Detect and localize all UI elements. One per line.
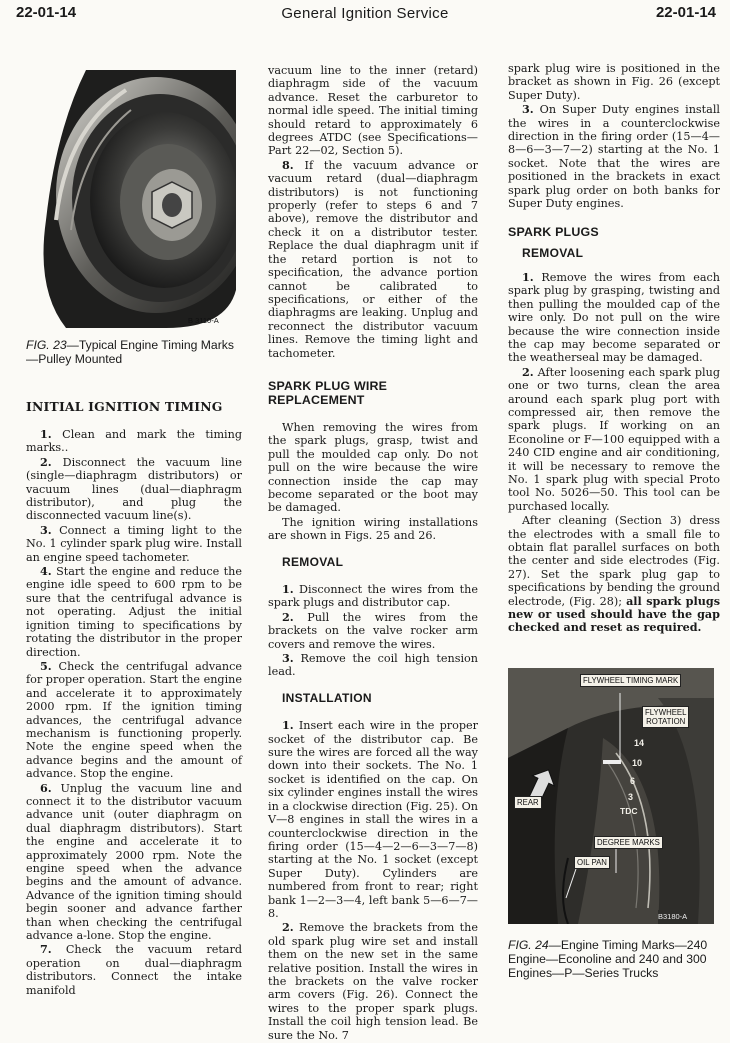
label-rear: REAR: [514, 796, 542, 809]
page-number-left: 22-01-14: [16, 4, 77, 21]
plugs-removal-step-1: 1. Remove the wires from each spark plug by grasping, twisting and then pulling the moulded cap of the wire only. Do not pull on the wire because the wire connection inside the cap may become separated or the weatherseal may be damaged.: [508, 269, 720, 365]
degree-mark-tdc: TDC: [620, 805, 638, 816]
degree-mark-6: 6: [630, 775, 636, 786]
wire-figs-paragraph: The ignition wiring installations are shown in Figs. 25 and 26.: [268, 515, 478, 543]
wire-install-step-2-continued: spark plug wire is positioned in the bracket as shown in Fig. 26 (except Super Duty).: [508, 62, 720, 102]
timing-step-7-continued: vacuum line to the inner (retard) diaphragm side of the vacuum advance. Reset the carburetor to normal idle speed. The initial timing should retard to approximately 6 degrees ATDC (see Specifications—Part 22—02, Section 5).: [268, 64, 478, 158]
pulley-illustration: [26, 70, 236, 328]
plugs-removal-heading: REMOVAL: [522, 246, 584, 261]
page-title: General Ignition Service: [281, 5, 449, 22]
fig24-caption-text: —Engine Timing Marks—240 Engine—Econoline and 240 and 300 Engines—P—Series Trucks: [508, 937, 708, 980]
timing-step-8: 8. If the vacuum advance or vacuum retard (dual—diaphragm distributors) is not functioning properly (refer to steps 6 and 7 above), remove the distributor and check it on a distributor tester. Replace the dual diaphragm unit if the retard portion is not to specification, the advance portion cannot be calibrated to specifications, or either of the diaphragms are leaking. Unplug and reconnect the distributor vacuum lines. Remove the timing light and tachometer.: [268, 157, 478, 360]
timing-step-6: 6. Unplug the vacuum line and connect it to the distributor vacuum advance unit (outer diaphragm on dual diaphragm distributors). Start the engine and accelerate it to approximately 2000 rpm. Note the engine speed when the advance begins and the amount of advance. Advance of the ignition timing should begin sooner and advance farther than when checking the centrifugal advance a-lone. Stop the engine.: [26, 780, 242, 943]
label-flywheel-rotation: FLYWHEEL ROTATION: [642, 706, 689, 728]
label-flywheel-timing-mark: FLYWHEEL TIMING MARK: [580, 674, 681, 687]
wire-intro-paragraph: When removing the wires from the spark plugs, grasp, twist and pull the moulded cap only. Do not pull on the wire because the wire connection inside the cap may become separated or the boot may be damaged.: [268, 420, 478, 515]
column-2: [268, 64, 478, 1043]
plugs-cleaning-paragraph: After cleaning (Section 3) dress the electrodes with a small file to obtain flat parallel surfaces on both the center and side electrodes (Fig. 27). Set the spark plug gap to specifications by bending the ground electrode, (Fig. 28); all spark plugs new or used should have the gap checked and reset as required.: [508, 514, 721, 635]
column-1: [26, 62, 242, 998]
wire-install-step-1: 1. Insert each wire in the proper socket of the distributor cap. Be sure the wires are forced all the way down into their sockets. The No. 1 socket is identified on the cap. On six cylinder engines install the wires in a clockwise direction (Fig. 25). On V—8 engines in stall the wires in a counterclockwise direction in the firing order (15—4—2—6—3—7—8) starting at the No. 1 socket (except Super Duty). Cylinders are numbered from front to rear; right bank 1—2—3—4, left bank 5—6—7—8.: [268, 718, 478, 920]
plugs-removal-step-2: 2. After loosening each spark plug one or two turns, clean the area around each spark plug port with compressed air, then remove the spark plugs. If working on an Econoline or F—100 equipped with a 240 CID engine and air conditioning, it will be necessary to remove the No. 1 spark plug with special Proto tool No. 5026—50. This tool can be purchased locally.: [508, 364, 720, 513]
timing-step-7: 7. Check the vacuum retard operation on dual—diaphragm distributors. Connect the intake manifold: [26, 942, 242, 997]
degree-mark-10: 10: [632, 757, 643, 768]
spark-plugs-heading: SPARK PLUGS: [508, 225, 599, 240]
timing-step-4: 4. Start the engine and reduce the engine idle speed to 600 rpm to be sure that the centrifugal advance is not operating. Adjust the initial ignition timing to specifications by rotating the distributor in the proper direction.: [26, 564, 242, 659]
label-oil-pan: OIL PAN: [574, 856, 610, 869]
timing-step-3: 3. Connect a timing light to the No. 1 cylinder spark plug wire. Install an engine speed tachometer.: [26, 522, 242, 564]
wire-install-step-2: 2. Remove the brackets from the old spark plug wire set and install them on the new set in the same relative position. Install the wires in the brackets on the valve rocker arm covers (Fig. 26). Connect the wires to the proper spark plugs. Install the coil high tension lead. Be sure the No. 7: [268, 920, 478, 1042]
degree-mark-3: 3: [628, 791, 634, 802]
timing-step-1: 1. Clean and mark the timing marks..: [26, 427, 242, 455]
wire-install-step-3: 3. On Super Duty engines install the wires in a counterclockwise direction in the firing order (15—4—8—6—3—7—2) starting at the No. 1 socket. Note that the wires are positioned in the brackets in exact spark plug order on both banks for Super Duty engines.: [508, 102, 720, 211]
column-3: [508, 62, 720, 980]
page-number-right: 22-01-14: [655, 4, 716, 21]
fig24-timing-photo: [508, 668, 714, 924]
fig24-code: B3180-A: [658, 910, 687, 923]
fig24-label: FIG. 24: [508, 937, 549, 952]
label-degree-marks: DEGREE MARKS: [594, 836, 663, 849]
wire-removal-heading: REMOVAL: [282, 554, 344, 569]
initial-timing-heading: INITIAL IGNITION TIMING: [26, 399, 223, 414]
wire-removal-step-2: 2. Pull the wires from the brackets on the valve rocker arm covers and remove the wires.: [268, 609, 478, 651]
page-header: [0, 0, 730, 30]
wire-installation-heading: INSTALLATION: [282, 690, 372, 705]
wire-removal-step-3: 3. Remove the coil high tension lead.: [268, 651, 478, 679]
spark-plug-wire-heading: SPARK PLUG WIRE REPLACEMENT: [268, 378, 388, 407]
degree-mark-14: 14: [634, 737, 645, 748]
timing-step-5: 5. Check the centrifugal advance for proper operation. Start the engine and accelerate it to approximately 2000 rpm. If the ignition timing advances, the centrifugal advance mechanism is functioning properly. Note the engine speed when the advance begins and the amount of advance. Stop the engine.: [26, 658, 242, 781]
timing-step-2: 2. Disconnect the vacuum line (single—diaphragm distributors) or vacuum lines (dual—diaphragm distributor), and plug the disconnected vacuum line(s).: [26, 454, 242, 523]
fig23-label: FIG. 23: [26, 338, 67, 352]
fig23-caption-text: —Typical Engine Timing Marks—Pulley Mounted: [26, 338, 234, 366]
fig23-pulley-photo: [26, 70, 236, 328]
fig24-caption: [508, 938, 720, 980]
fig23-caption: [26, 338, 242, 366]
wire-removal-step-1: 1. Disconnect the wires from the spark plugs and distributor cap.: [268, 582, 478, 610]
fig23-code: B 3110-A: [188, 316, 219, 325]
